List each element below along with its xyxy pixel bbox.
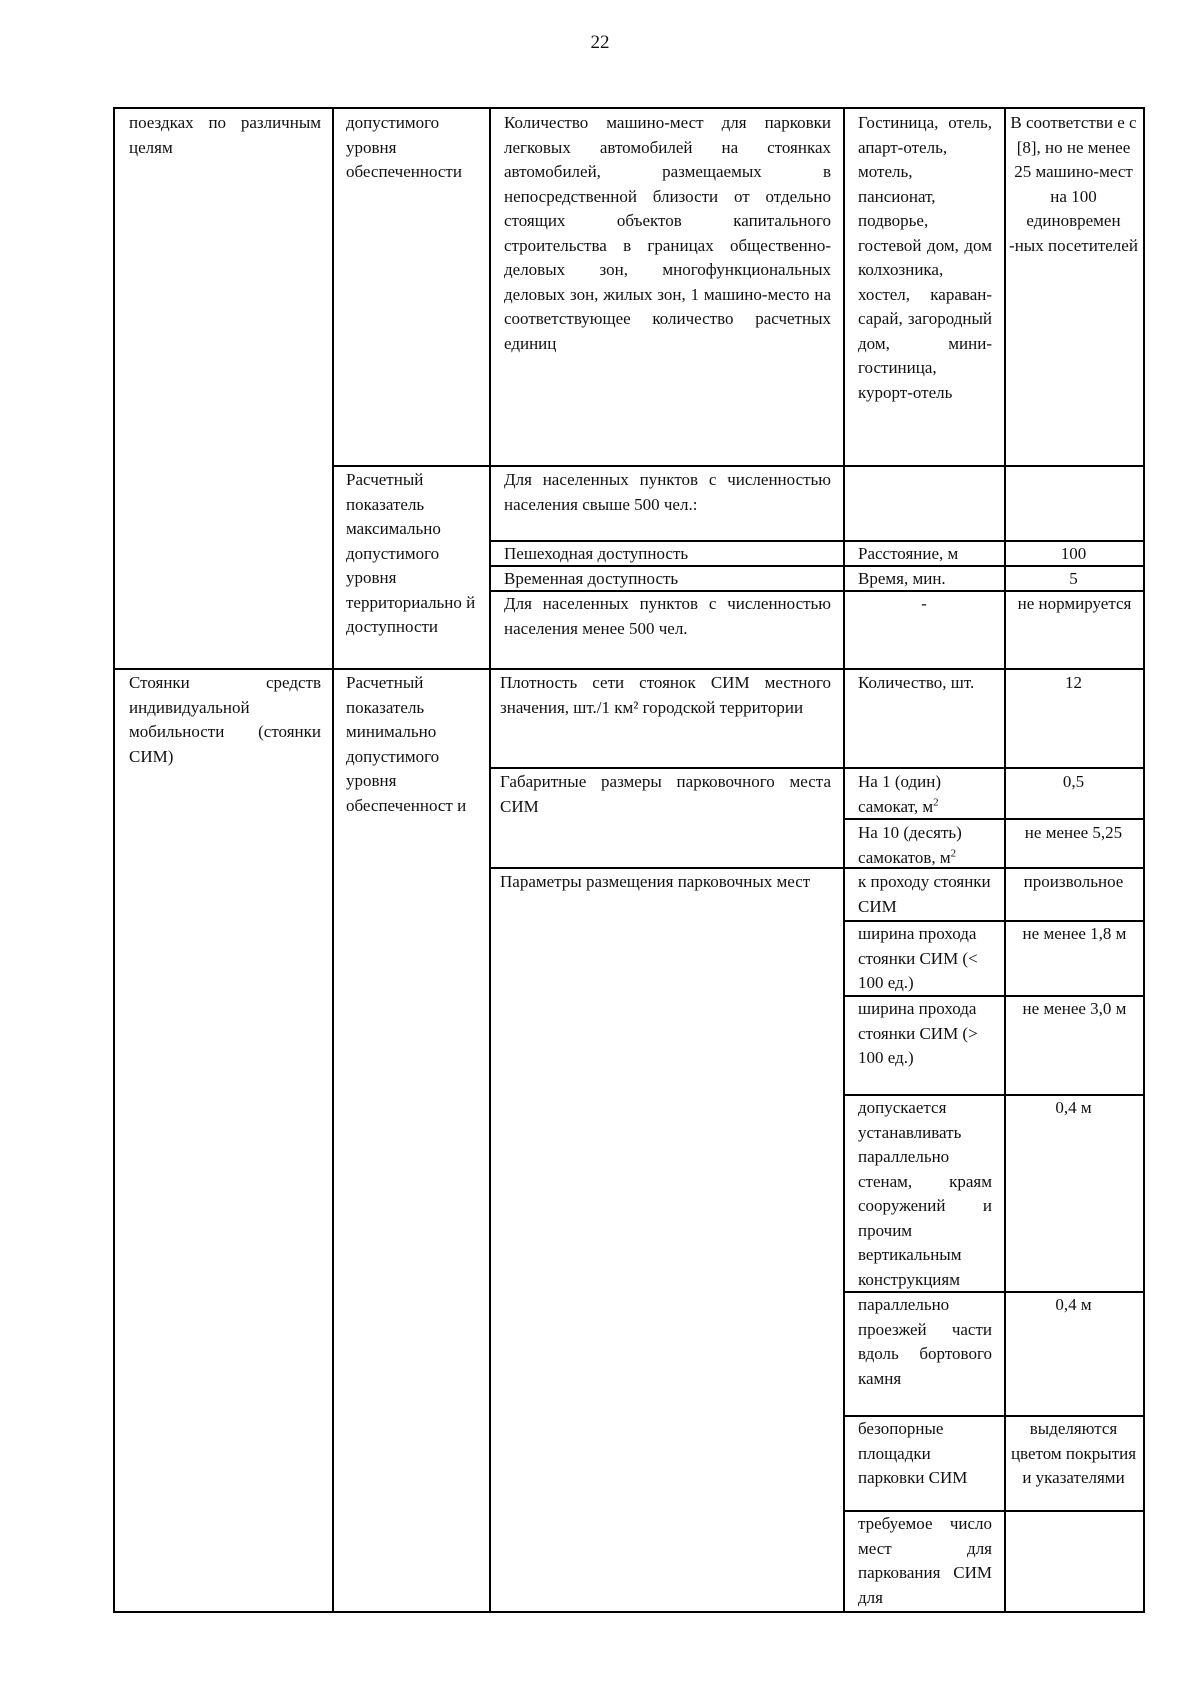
square-superscript: 2: [950, 846, 957, 859]
cell-sim-parking-title: Стоянки средств индивидуальной мобильности (стоянки СИМ): [129, 673, 321, 766]
ten-scooters-label: На 10 (десять) самокатов, м: [858, 823, 962, 867]
cell-one-scooter-area: [846, 770, 1000, 819]
cell-parking-description: Количество машино-мест для парковки легковых автомобилей на стоянках автомобилей, размещаемых в непосредственной близости от отдельно стоящих объектов капитального строительства в границах общественно-деловых зон, многофункциональных деловых зон, жилых зон, 1 машино-место на соответствующее количество расчетных единиц: [504, 113, 831, 353]
cell-param-parallel-road-value: 0,4 м: [1055, 1295, 1092, 1314]
column-divider-2: [489, 107, 491, 1613]
table-border-left: [113, 107, 115, 1613]
cell-object-types: Гостиница, отель, апарт-отель, мотель, пансионат, подворье, гостевой дом, дом колхозника, хостел, караван-сарай, загородный дом, мини-гостиница, курорт-отель: [858, 113, 992, 402]
cell-ten-scooters-area: [846, 821, 1000, 870]
row-divider: [113, 668, 1145, 670]
cell-density-value: 12: [1065, 673, 1082, 692]
square-superscript: 2: [933, 795, 939, 808]
row-divider: [489, 767, 1145, 769]
cell-time-accessibility: Временная доступность: [504, 569, 679, 588]
cell-time-unit: Время, мин.: [858, 569, 946, 588]
cell-pedestrian-accessibility: Пешеходная доступность: [504, 544, 689, 563]
cell-sim-dimensions: Габаритные размеры парковочного места СИМ: [500, 772, 831, 816]
density-text: Плотность сети стоянок СИМ местного значения, шт./1 км² городской территории: [500, 673, 831, 717]
row-divider: [332, 465, 1145, 467]
page-number: 22: [590, 32, 610, 53]
cell-param-width-large: ширина прохода стоянки СИМ (> 100 ед.): [858, 999, 978, 1067]
cell-accessibility-indicator: Расчетный показатель максимально допустимого уровня территориально й доступности: [346, 470, 476, 636]
cell-param-width-large-value: не менее 3,0 м: [1022, 999, 1127, 1018]
column-divider-3: [843, 107, 845, 1613]
cell-ten-scooters-value: не менее 5,25: [1024, 823, 1123, 842]
cell-placement-parameters: Параметры размещения парковочных мест: [500, 872, 811, 891]
cell-sim-min-indicator: Расчетный показатель минимально допустимого уровня обеспеченност и: [346, 673, 467, 815]
cell-not-normalized: не нормируется: [1017, 594, 1132, 613]
cell-purpose-continued: поездках по различным целям: [129, 113, 321, 157]
cell-one-scooter-value: 0,5: [1062, 772, 1085, 791]
cell-indicator-continued: допустимого уровня обеспеченности: [346, 113, 462, 181]
column-divider-1: [332, 107, 334, 1613]
row-divider: [489, 867, 1145, 869]
cell-param-width-small: ширина прохода стоянки СИМ (< 100 ед.): [858, 924, 978, 992]
table-border-top: [113, 107, 1145, 109]
one-scooter-label: На 1 (один) самокат, м: [858, 772, 941, 816]
cell-sim-network-density: [500, 671, 831, 720]
table-border-bottom: [113, 1611, 1145, 1613]
cell-param-parallel-road: параллельно проезжей части вдоль бортового камня: [858, 1295, 992, 1388]
cell-settlements-over-500: Для населенных пунктов с численностью населения свыше 500 чел.:: [504, 470, 831, 514]
cell-param-required-places: требуемое число мест для паркования СИМ для: [858, 1514, 992, 1607]
cell-param-unsupported-sites-value: выделяются цветом покрытия и указателями: [1010, 1419, 1137, 1487]
cell-param-parallel-walls-value: 0,4 м: [1055, 1098, 1092, 1117]
cell-distance-unit: Расстояние, м: [858, 544, 959, 563]
cell-quantity-unit: Количество, шт.: [858, 673, 975, 692]
cell-unit-dash: -: [921, 594, 927, 613]
column-divider-4: [1004, 107, 1006, 1613]
cell-distance-value: 100: [1060, 544, 1087, 563]
cell-param-parallel-walls: допускается устанавливать параллельно стенам, краям сооружений и прочим вертикальным конструкциям: [858, 1098, 992, 1289]
cell-param-passage: к проходу стоянки СИМ: [858, 872, 991, 916]
cell-param-passage-value: произвольное: [1023, 872, 1124, 891]
cell-parking-norm: В соответстви е с [8], но не менее 25 машино-мест на 100 единовремен -ных посетителей: [1009, 113, 1138, 255]
cell-time-value: 5: [1069, 569, 1078, 588]
cell-settlements-under-500: Для населенных пунктов с численностью населения менее 500 чел.: [504, 594, 831, 638]
cell-param-width-small-value: не менее 1,8 м: [1022, 924, 1127, 943]
table-border-right: [1143, 107, 1145, 1613]
cell-param-unsupported-sites: безопорные площадки парковки СИМ: [858, 1419, 968, 1487]
